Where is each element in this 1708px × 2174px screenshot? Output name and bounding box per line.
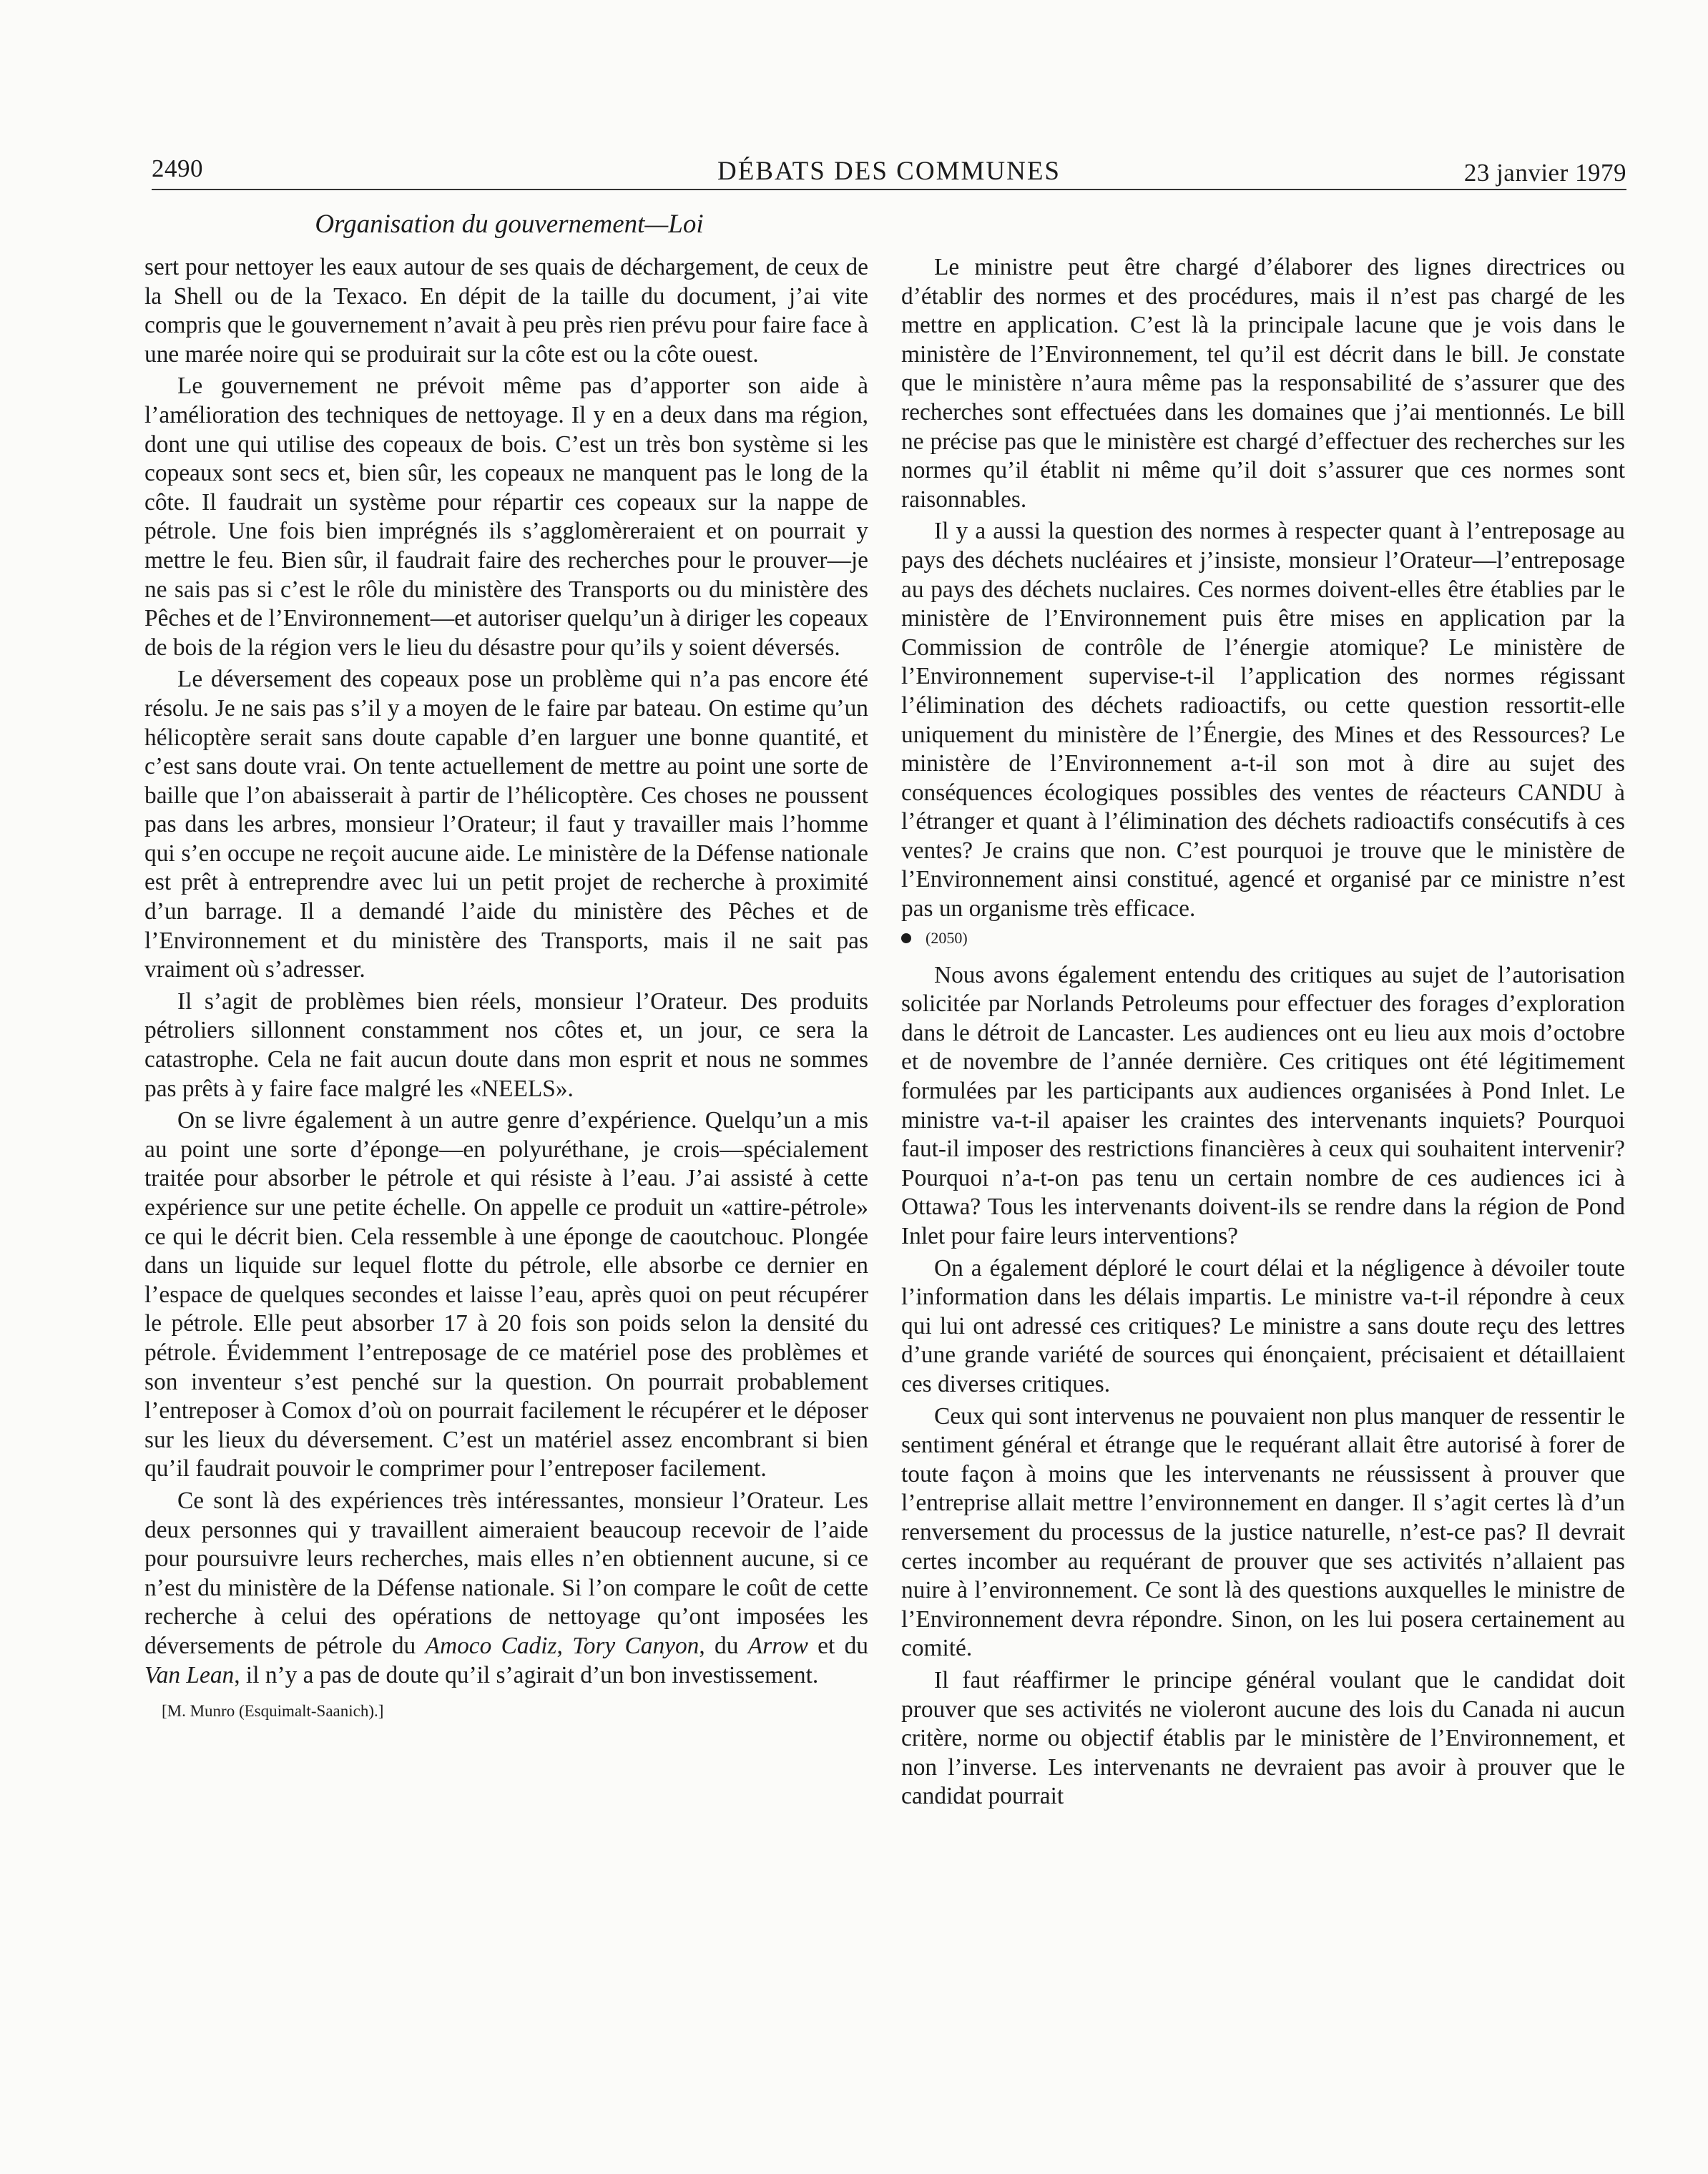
paragraph	[144, 1487, 868, 1690]
ship-name: Tory Canyon	[572, 1632, 700, 1659]
left-column	[144, 253, 868, 1724]
page-number: 2490	[152, 154, 203, 182]
paragraph-text: Ce sont là des expériences très intéressantes, monsieur l’Orateur. Les deux personnes qui y travaillent aimeraient beaucoup recevoir de l’aide pour poursuivre leurs recherches, mais elles n’en obtiennent aucune, si ce n’est du ministère de la Défense nationale. Si l’on compare le coût de cette recherche à celui des opérations de nettoyage qu’ont imposées les déversements de pétrole du	[144, 1487, 868, 1659]
ship-name: Van Lean	[144, 1661, 235, 1688]
paragraph-text: , il n’y a pas de doute qu’il s’agirait d’un bon investissement.	[234, 1661, 819, 1688]
ship-name: Arrow	[747, 1632, 808, 1659]
paragraph: Le ministre peut être chargé d’élaborer des lignes directrices ou d’établir des normes et des procédures, mais il n’est pas chargé de les mettre en application. C’est là la principale lacune que je vois dans le ministère de l’Environnement, tel qu’il est décrit dans le bill. Je constate que le ministère n’aura même pas la responsabilité de s’assurer que des recherches sont effectuées dans les domaines que j’ai mentionnés. Le bill ne précise pas que le ministère est chargé d’effectuer des recherches sur les normes qu’il établit ni même qu’il doit s’assurer que ces normes sont raisonnables.	[901, 254, 1625, 513]
journal-title: DÉBATS DES COMMUNES	[717, 157, 1061, 186]
paragraph-text: et du	[808, 1632, 868, 1659]
paragraph: On se livre également à un autre genre d’expérience. Quelqu’un a mis au point une sorte d’éponge—en polyuréthane, je crois—spécialement traitée pour absorber le pétrole et qui résiste à l’eau. J’ai assisté à cette expérience sur une petite échelle. On appelle ce produit un «attire-pétrole» ce qui le décrit bien. Cela ressemble à une éponge de caoutchouc. Plongée dans un liquide sur lequel flotte du pétrole, elle absorbe ce dernier en l’espace de quelques secondes et laisse l’eau, après quoi on peut récupérer le pétrole. Elle peut absorber 17 à 20 fois son poids selon la densité du pétrole. Évidemment l’entreposage de ce matériel pose des problèmes et son inventeur s’est penché sur la question. On pourrait probablement l’entreposer à Comox d’où on pourrait facilement le récupérer et le déposer sur les lieux du déversement. C’est un matériel assez encombrant si bien qu’il faudrait pouvoir le comprimer pour l’entreposer facilement.	[144, 1107, 868, 1482]
paragraph: Le déversement des copeaux pose un problème qui n’a pas encore été résolu. Je ne sais pas s’il y a moyen de le faire par bateau. On estime qu’un hélicoptère serait sans doute capable d’en larguer une bonne quantité, et c’est sans doute vrai. On tente actuellement de mettre au point une sorte de baille que l’on abaisserait à partir de l’hélicoptère. Ces choses ne poussent pas dans les arbres, monsieur l’Orateur; il faut y travailler mais l’homme qui s’en occupe ne reçoit aucune aide. Le ministère de la Défense nationale est prêt à entreprendre avec lui un petit projet de recherche à proximité d’un barrage. Il a demandé l’aide du ministère des Pêches et de l’Environnement et du ministère des Transports, mais il ne sait pas vraiment où s’adresser.	[144, 666, 868, 983]
paragraph: Il s’agit de problèmes bien réels, monsieur l’Orateur. Des produits pétroliers sillonnent constamment nos côtes et, un jour, ce sera la catastrophe. Cela ne fait aucun doute dans mon esprit et nous ne sommes pas prêts à y faire face malgré les «NEELS».	[144, 988, 868, 1102]
right-column	[901, 253, 1625, 1814]
paragraph: Ceux qui sont intervenus ne pouvaient non plus manquer de ressentir le sentiment général et étrange que le requérant allait être autorisé à forer de toute façon à moins que les intervenants ne réussissent à prouver que l’entreprise allait mettre l’environnement en danger. Il s’agit certes là d’un renversement du processus de la justice naturelle, n’est-ce pas? Il devrait certes incomber au requérant de prouver que ses activités n’allaient pas nuire à l’environnement. Ce sont là des questions auxquelles le ministre de l’Environnement devra répondre. Sinon, on les lui posera certainement au comité.	[901, 1402, 1625, 1662]
ship-name: Amoco Cadiz	[425, 1632, 557, 1659]
running-head: Organisation du gouvernement—Loi	[315, 210, 704, 239]
paragraph: Le gouvernement ne prévoit même pas d’apporter son aide à l’amélioration des techniques de nettoyage. Il y en a deux dans ma région, dont une qui utilise des copeaux de bois. C’est un très bon système si les copeaux sont secs et, bien sûr, les copeaux ne manquent pas le long de la côte. Il faudrait un système pour répartir ces copeaux sur la nappe de pétrole. Une fois bien imprégnés ils s’agglomèreraient et on pourrait y mettre le feu. Bien sûr, il faudrait faire des recherches pour le prouver—je ne sais pas si c’est le rôle du ministère des Transports ou du ministère des Pêches et de l’Environnement—et autoriser quelqu’un à diriger les copeaux de bois de la région vers le lieu du désastre pour qu’ils y soient déversés.	[144, 373, 868, 661]
timestamp: (2050)	[926, 928, 968, 947]
timestamp-marker	[901, 927, 1625, 950]
page-header	[152, 153, 1626, 190]
paragraph: sert pour nettoyer les eaux autour de ses quais de déchargement, de ceux de la Shell ou de la Texaco. En dépit de la taille du document, j’ai vite compris que le gouvernement n’avait à peu près rien prévu pour faire face à une marée noire qui se produirait sur la côte est ou la côte ouest.	[144, 254, 868, 368]
issue-date: 23 janvier 1979	[1463, 159, 1626, 187]
bullet-icon	[901, 933, 911, 943]
paragraph: Il y a aussi la question des normes à respecter quant à l’entreposage au pays des déchets nucléaires et j’insiste, monsieur l’Orateur—l’entreposage au pays des déchets nuclaires. Ces normes doivent-elles être établies par le ministère de l’Environnement puis être mises en application par la Commission de contrôle de l’énergie atomique? Le ministère de l’Environnement supervise-t-il l’application des normes régissant l’élimination des déchets radioactifs, ou cette question ressortit-elle uniquement du ministère de l’Énergie, des Mines et des Ressources? Le ministère de l’Environnement a-t-il son mot à dire au sujet des conséquences écologiques possibles des ventes de réacteurs CANDU à l’étranger et quant à l’élimination des déchets radioactifs consécutifs à ces ventes? Je crains que non. C’est pourquoi je trouve que le ministère de l’Environnement ainsi constitué, agencé et organisé par ce ministre n’est pas un organisme très efficace.	[901, 518, 1625, 923]
paragraph: Nous avons également entendu des critiques au sujet de l’autorisation solicitée par Norlands Petroleums pour effectuer des forages d’exploration dans le détroit de Lancaster. Les audiences ont eu lieu aux mois d’octobre et de novembre de l’année dernière. Ces critiques ont été légitimement formulées par les participants aux audiences organisées à Pond Inlet. Le ministre va-t-il apaiser les craintes des intervenants inquiets? Pourquoi faut-il imposer des restrictions financières à ceux qui souhaitent intervenir? Pourquoi n’a-t-on pas tenu un certain nombre de ces audiences ici à Ottawa? Tous les intervenants doivent-ils se rendre dans la région de Pond Inlet pour faire leurs interventions?	[901, 961, 1625, 1249]
speaker-attribution: [M. Munro (Esquimalt-Saanich).]	[162, 1702, 384, 1721]
paragraph-text: , du	[699, 1632, 748, 1659]
paragraph-text: ,	[556, 1632, 573, 1659]
paragraph: Il faut réaffirmer le principe général voulant que le candidat doit prouver que ses activités ne violeront aucune des lois du Canada ni aucun critère, norme ou objectif établis par le ministère de l’Environnement, et non l’inverse. Les intervenants ne devraient pas avoir à prouver que le candidat pourrait	[901, 1666, 1625, 1810]
paragraph: On a également déploré le court délai et la négligence à dévoiler toute l’information dans les délais impartis. Le ministre va-t-il répondre à ceux qui lui ont adressé ces critiques? Le ministre a sans doute reçu des lettres d’une grande variété de sources qui énonçaient, précisaient et détaillaient ces diverses critiques.	[901, 1254, 1625, 1397]
